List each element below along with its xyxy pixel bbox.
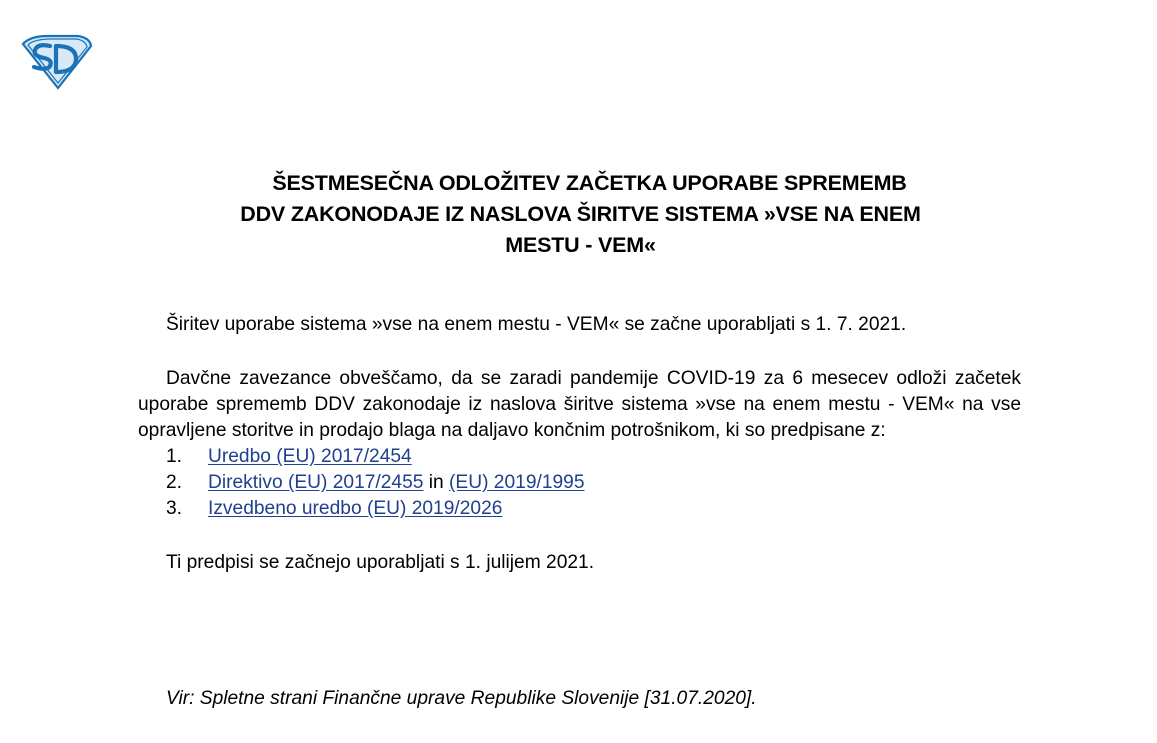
document-body	[138, 312, 1021, 576]
list-item-number: 3.	[166, 498, 183, 519]
list-item-number: 2.	[166, 472, 183, 493]
company-logo	[20, 34, 94, 90]
implementing-regulation-link-2019-2026[interactable]: Izvedbeno uredbo (EU) 2019/2026	[208, 498, 503, 519]
title-line-1: ŠESTMESEČNA ODLOŽITEV ZAČETKA UPORABE SPREMEMB	[272, 171, 907, 195]
source-citation: Vir: Spletne strani Finančne uprave Republike Slovenije [31.07.2020].	[166, 688, 757, 709]
paragraph-postponement-notice: Davčne zavezance obveščamo, da se zaradi pandemije COVID-19 za 6 mesecev odloži začetek uporabe sprememb DDV zakonodaje iz naslova širitve sistema »vse na enem mestu - VEM« na vse opravljene storitve in prodajo blaga na daljavo končnim potrošnikom, ki so predpisane z:	[138, 368, 1021, 441]
paragraph-effective-date: Širitev uporabe sistema »vse na enem mestu - VEM« se začne uporabljati s 1. 7. 2021.	[166, 314, 907, 335]
document-title	[138, 168, 1023, 261]
paragraph-application-date: Ti predpisi se začnejo uporabljati s 1. julijem 2021.	[166, 552, 595, 573]
list-item-joiner: in	[423, 472, 450, 493]
regulation-link-2017-2454[interactable]: Uredbo (EU) 2017/2454	[208, 446, 412, 467]
list-item	[138, 444, 1021, 470]
list-item	[138, 496, 1021, 522]
list-item	[138, 470, 1021, 496]
logo-emblem-icon	[20, 34, 94, 90]
directive-link-2019-1995[interactable]: (EU) 2019/1995	[449, 472, 585, 493]
title-line-3: MESTU - VEM«	[505, 233, 656, 257]
regulation-list	[138, 444, 1021, 522]
directive-link-2017-2455[interactable]: Direktivo (EU) 2017/2455	[208, 472, 424, 493]
list-item-number: 1.	[166, 446, 183, 467]
title-line-2: DDV ZAKONODAJE IZ NASLOVA ŠIRITVE SISTEMA »VSE NA ENEM	[240, 202, 921, 226]
